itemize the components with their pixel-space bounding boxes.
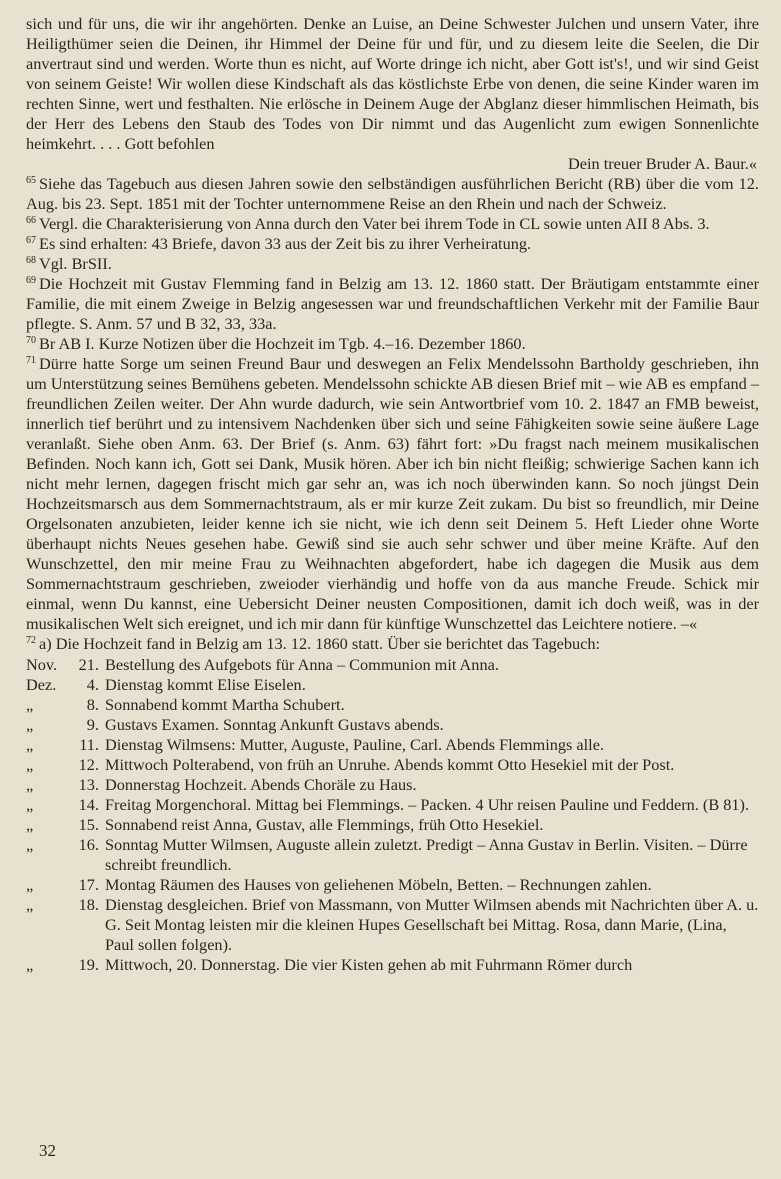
- diary-text: Sonnabend reist Anna, Gustav, alle Flemmings, früh Otto Hesekiel.: [105, 815, 544, 834]
- diary-text: Mittwoch, 20. Donnerstag. Die vier Kisten gehen ab mit Fuhrmann Römer durch: [105, 955, 633, 974]
- diary-day: 15.: [78, 815, 99, 834]
- footnote-text: Vgl. BrSII.: [39, 254, 112, 273]
- diary-text: Sonntag Mutter Wilmsen, Auguste allein zuletzt. Predigt – Anna Gustav in Berlin. Visiten. – Dürre schreibt freundlich.: [105, 835, 748, 874]
- footnote: [26, 234, 759, 254]
- footnote: [26, 334, 759, 354]
- diary-entry: [26, 755, 759, 775]
- letter-paragraph: [26, 14, 759, 154]
- diary-day: 11.: [79, 735, 99, 754]
- diary-text: Dienstag desgleichen. Brief von Massmann, von Mutter Wilmsen abends mit Nachrichten über A. u. G. Seit Montag leisten mir die kleinen Hupes Gesellschaft bei Mittag. Rosa, dann Marie, (Lina, Paul sollen folgen).: [105, 895, 759, 954]
- diary-day: 14.: [78, 795, 99, 814]
- diary-text: Donnerstag Hochzeit. Abends Choräle zu Haus.: [105, 775, 417, 794]
- footnote: [26, 634, 759, 654]
- footnote-number: 69: [26, 274, 36, 286]
- diary-text: Freitag Morgenchoral. Mittag bei Flemmings. – Packen. 4 Uhr reisen Pauline und Feddern. (B 81).: [105, 795, 750, 814]
- diary-entry: [26, 835, 759, 875]
- diary-month: „: [26, 835, 34, 854]
- diary-month: „: [26, 695, 34, 714]
- diary-text: Dienstag kommt Elise Eiselen.: [105, 675, 306, 694]
- diary-text: Mittwoch Polterabend, von früh an Unruhe. Abends kommt Otto Hesekiel mit der Post.: [105, 755, 675, 774]
- diary-day: 21.: [78, 655, 99, 674]
- diary-day: 17.: [78, 875, 99, 894]
- diary-month: „: [26, 795, 34, 814]
- footnote-number: 68: [26, 254, 36, 266]
- diary-entry: [26, 875, 759, 895]
- letter-signature: Dein treuer Bruder A. Baur.«: [568, 154, 757, 173]
- diary-month: „: [26, 715, 34, 734]
- footnote-text: a) Die Hochzeit fand in Belzig am 13. 12. 1860 statt. Über sie berichtet das Tagebuch:: [39, 634, 600, 653]
- footnote: [26, 254, 759, 274]
- diary-month: „: [26, 875, 34, 894]
- diary-day: 19.: [78, 955, 99, 974]
- diary-month: „: [26, 955, 34, 974]
- diary-day: 13.: [78, 775, 99, 794]
- diary-day: 4.: [86, 675, 99, 694]
- diary-text: Sonnabend kommt Martha Schubert.: [105, 695, 345, 714]
- footnote-number: 66: [26, 214, 36, 226]
- diary-day: 8.: [86, 695, 99, 714]
- diary-text: Dienstag Wilmsens: Mutter, Auguste, Pauline, Carl. Abends Flemmings alle.: [105, 735, 604, 754]
- diary-entry: [26, 735, 759, 755]
- page-number: 32: [39, 1141, 56, 1160]
- diary-day: 12.: [78, 755, 99, 774]
- diary-text: Montag Räumen des Hauses von geliehenen Möbeln, Betten. – Rechnungen zahlen.: [105, 875, 652, 894]
- footnote: [26, 354, 759, 634]
- footnote: [26, 174, 759, 214]
- diary-entry: [26, 775, 759, 795]
- diary-month: „: [26, 815, 34, 834]
- footnote-number: 67: [26, 234, 36, 246]
- footnote-text: Es sind erhalten: 43 Briefe, davon 33 aus der Zeit bis zu ihrer Verheiratung.: [39, 234, 532, 253]
- letter-text: sich und für uns, die wir ihr angehörten. Denke an Luise, an Deine Schwester Julchen und unsern Vater, ihre Heiligthümer seien die Deinen, ihr Himmel der Deine für und für, und zu diesem leite die Seelen, die Dir anvertraut sind und werden. Worte thun es nicht, auf Worte dringe ich nicht, aber Gott ist's!, und wir sind Geist von seinem Geiste! Wir wollen diese Kindschaft als das köstlichste Erbe von denen, die seine Kinder waren im rechten Sinne, wert und festhalten. Nie erlösche in Deinem Auge der Abglanz dieser himmlischen Heimath, bis der Herr des Lebens den Staub des Todes von Dir nimmt und das Augenlicht zum ewigen Sonnenlichte heimkehrt. . . . Gott befohlen: [26, 14, 759, 153]
- footnote: [26, 274, 759, 334]
- diary-month: Nov.: [26, 655, 58, 674]
- diary-month: „: [26, 755, 34, 774]
- diary-entry: [26, 695, 759, 715]
- diary-day: 16.: [78, 835, 99, 854]
- footnote: [26, 214, 759, 234]
- footnotes: [26, 174, 759, 654]
- footnote-number: 72: [26, 634, 36, 646]
- diary-month: „: [26, 775, 34, 794]
- diary-month: „: [26, 895, 34, 914]
- diary-entry: [26, 895, 759, 955]
- footnote-text: Dürre hatte Sorge um seinen Freund Baur und deswegen an Felix Mendelssohn Bartholdy geschrieben, ihn um Unterstützung seines Bemühens gebeten. Mendelssohn schickte AB diesen Brief mit – wie AB es empfand – freundlichen Zeilen weiter. Der Ahn wurde dadurch, wie sein Antwortbrief vom 10. 2. 1847 an FMB beweist, innerlich tief berührt und zu intensivem Nachdenken über sich und seine Fähigkeiten sowie seine äußere Lage veranlaßt. Siehe oben Anm. 63. Der Brief (s. Anm. 63) fährt fort: »Du fragst nach meinem musikalischen Befinden. Noch kann ich, Gott sei Dank, Musik hören. Aber ich bin nicht fleißig; schwierige Sachen kann ich nicht mehr lernen, dagegen frischt mich gar sehr an, was ich noch überwinden kann. So noch jüngst Dein Hochzeitsmarsch aus dem Sommernachtstraum, als er mir kurze Zeit zukam. Du bist so freundlich, mir Deine Orgelsonaten anzubieten, leider kenne ich sie nicht, wie ich denn seit Deinem 5. Heft Lieder ohne Worte überhaupt nichts Neues gesehen habe. Gewiß sind sie auch sehr schwer und über meine Kräfte. Auf den Wunschzettel, den mir meine Frau zu Weihnachten abgefordert, habe ich dagegen die Musik aus dem Sommernachtstraum geschrieben, zweioder vierhändig und hoffe von da aus manche Freude. Schick mir einmal, wenn Du kannst, eine Uebersicht Deiner neusten Compositionen, damit ich doch weiß, was in der musikalischen Welt sich ereignet, und ich mir dann für künftige Wunschzettel das Leichtere notiere. –«: [26, 354, 759, 633]
- footnote-number: 70: [26, 334, 36, 346]
- diary-text: Bestellung des Aufgebots für Anna – Communion mit Anna.: [105, 655, 499, 674]
- diary-month: „: [26, 735, 34, 754]
- diary-month: Dez.: [26, 675, 57, 694]
- footnote-number: 65: [26, 174, 36, 186]
- footnote-text: Siehe das Tagebuch aus diesen Jahren sowie den selbständigen ausführlichen Bericht (RB) über die vom 12. Aug. bis 23. Sept. 1851 mit der Tochter unternommene Reise an den Rhein und nach der Schweiz.: [26, 174, 759, 213]
- footnote-text: Vergl. die Charakterisierung von Anna durch den Vater bei ihrem Tode in CL sowie unten AII 8 Abs. 3.: [39, 214, 710, 233]
- diary-entry: [26, 715, 759, 735]
- diary-day: 18.: [78, 895, 99, 914]
- footnote-text: Br AB I. Kurze Notizen über die Hochzeit im Tgb. 4.–16. Dezember 1860.: [39, 334, 526, 353]
- diary-entry: [26, 675, 759, 695]
- diary-entry: [26, 795, 759, 815]
- diary-day: 9.: [86, 715, 99, 734]
- diary-entry: [26, 655, 759, 675]
- diary-entry: [26, 815, 759, 835]
- diary-entries: [26, 655, 759, 975]
- main-text: [26, 14, 759, 975]
- diary-entry: [26, 955, 759, 975]
- footnote-text: Die Hochzeit mit Gustav Flemming fand in Belzig am 13. 12. 1860 statt. Der Bräutigam entstammte einer Familie, die mit einem Zweige in Belzig angesessen war und freundschaftlichen Verkehr mit der Familie Baur pflegte. S. Anm. 57 und B 32, 33, 33a.: [26, 274, 759, 333]
- letter-closing-line: [26, 154, 759, 174]
- footnote-number: 71: [26, 354, 36, 366]
- diary-text: Gustavs Examen. Sonntag Ankunft Gustavs abends.: [105, 715, 444, 734]
